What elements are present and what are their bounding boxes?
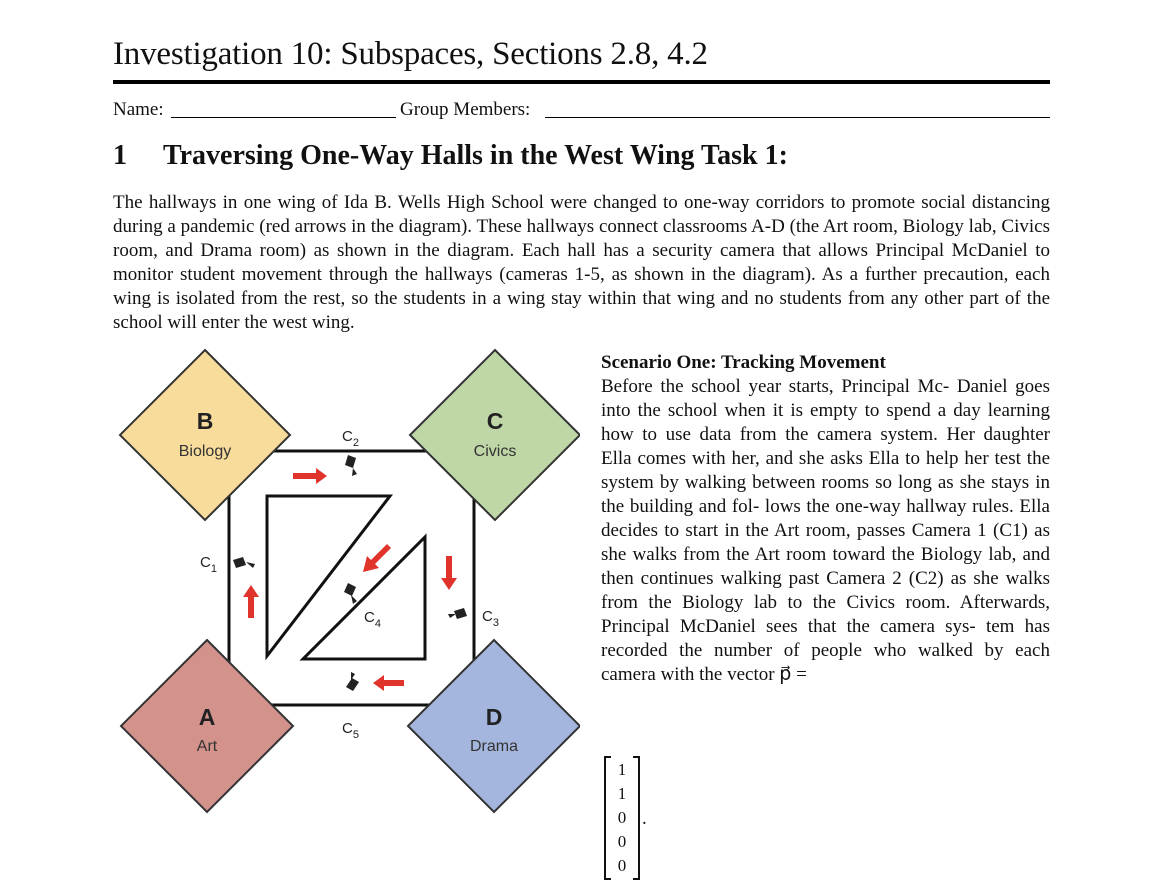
camera-5-icon: [346, 672, 359, 691]
room-c-name: Civics: [473, 443, 517, 460]
room-a-letter: A: [198, 704, 216, 730]
arrow-diagonal-icon: [363, 544, 391, 572]
svg-text:C5: [342, 720, 359, 741]
camera-5-sub: 5: [352, 729, 359, 741]
camera-1-sub: 1: [210, 563, 217, 575]
vector-entry: 1: [617, 760, 627, 779]
svg-text:C1: [200, 554, 217, 575]
room-b-letter: B: [196, 408, 214, 434]
vector-entry: 0: [617, 832, 627, 851]
room-b-name: Biology: [178, 443, 232, 460]
intro-paragraph: The hallways in one wing of Ida B. Wells High School were changed to one-way corridors to promote social distancing during a pandemic (red arrows in the diagram). These hallways connect classrooms A-D (the Art room, Biology lab, Civics room, and Drama room) as shown in the diagram. Each hall has a security camera that allows Principal McDaniel to monitor student movement through the hallways (cameras 1-5, as shown in the diagram). As a further precaution, each wing is isolated from the rest, so the students in a wing stay within that wing and no students from any other part of the school will enter the west wing.: [113, 192, 1050, 333]
name-row: [113, 99, 1050, 121]
hallway-diagram: [110, 345, 580, 820]
camera-5-letter: C: [342, 720, 353, 737]
room-d-name: Drama: [469, 738, 519, 755]
camera-1-icon: [233, 557, 255, 568]
svg-text:C3: [482, 608, 499, 629]
room-c-civics[interactable]: [410, 350, 580, 520]
arrow-left-icon: [373, 675, 404, 691]
room-d-drama[interactable]: [408, 640, 580, 812]
svg-text:C2: [342, 428, 359, 449]
scenario-one: [601, 351, 1050, 687]
room-b-biology[interactable]: [120, 350, 290, 520]
camera-4-sub: 4: [374, 618, 381, 630]
document-title: Investigation 10: Subspaces, Sections 2.8, 4.2: [113, 36, 708, 72]
camera-2-icon: [345, 455, 357, 476]
room-c-letter: C: [486, 408, 504, 434]
group-members-line[interactable]: [545, 117, 1050, 118]
arrow-down-icon: [441, 556, 457, 590]
title-rule: [113, 80, 1050, 84]
arrow-up-icon: [243, 585, 259, 618]
camera-3-icon: [448, 608, 467, 619]
section-title: Traversing One-Way Halls in the West Wing Task 1:: [163, 140, 788, 171]
camera-2-sub: 2: [352, 437, 359, 449]
section-heading: [113, 140, 788, 172]
name-label: Name:: [113, 99, 164, 120]
scenario-title: Scenario One: Tracking Movement: [601, 352, 886, 373]
room-a-art[interactable]: [121, 640, 293, 812]
svg-text:C4: [364, 609, 381, 630]
camera-1-letter: C: [200, 554, 211, 571]
camera-4-icon: [344, 583, 357, 604]
camera-c4[interactable]: [344, 583, 381, 630]
camera-4-letter: C: [364, 609, 375, 626]
camera-3-letter: C: [482, 608, 493, 625]
group-members-label: Group Members:: [400, 99, 531, 120]
arrow-right-icon: [293, 468, 327, 484]
section-number: 1: [113, 140, 127, 171]
vector-entry: 0: [617, 856, 627, 875]
room-a-name: Art: [196, 738, 218, 755]
room-d-letter: D: [485, 704, 503, 730]
vector-p: [604, 758, 640, 878]
vector-entry: 0: [617, 808, 627, 827]
name-line[interactable]: [171, 117, 396, 118]
scenario-body: Before the school year starts, Principal Mc- Daniel goes into the school when it is empty to spend a day learning how to use data from the camera system. Her daughter Ella comes with her, and she asks Ella to help her test the system by walking between rooms so long as she stays in the building and fol- lows the one-way hallway rules. Ella decides to start in the Art room, passes Camera 1 (C1) as she walks from the Art room toward the Biology lab, and then continues walking past Camera 2 (C2) as she walks from the Biology lab to the Civics room. Afterwards, Principal McDaniel sees that the camera sys- tem has recorded the number of people who walked by each camera with the vector p⃗ =: [601, 376, 1050, 685]
hall-triangle-lower: [303, 537, 425, 659]
camera-3-sub: 3: [492, 617, 499, 629]
vector-entry: 1: [617, 784, 627, 803]
vector-trailing-period: .: [642, 808, 647, 829]
camera-2-letter: C: [342, 428, 353, 445]
